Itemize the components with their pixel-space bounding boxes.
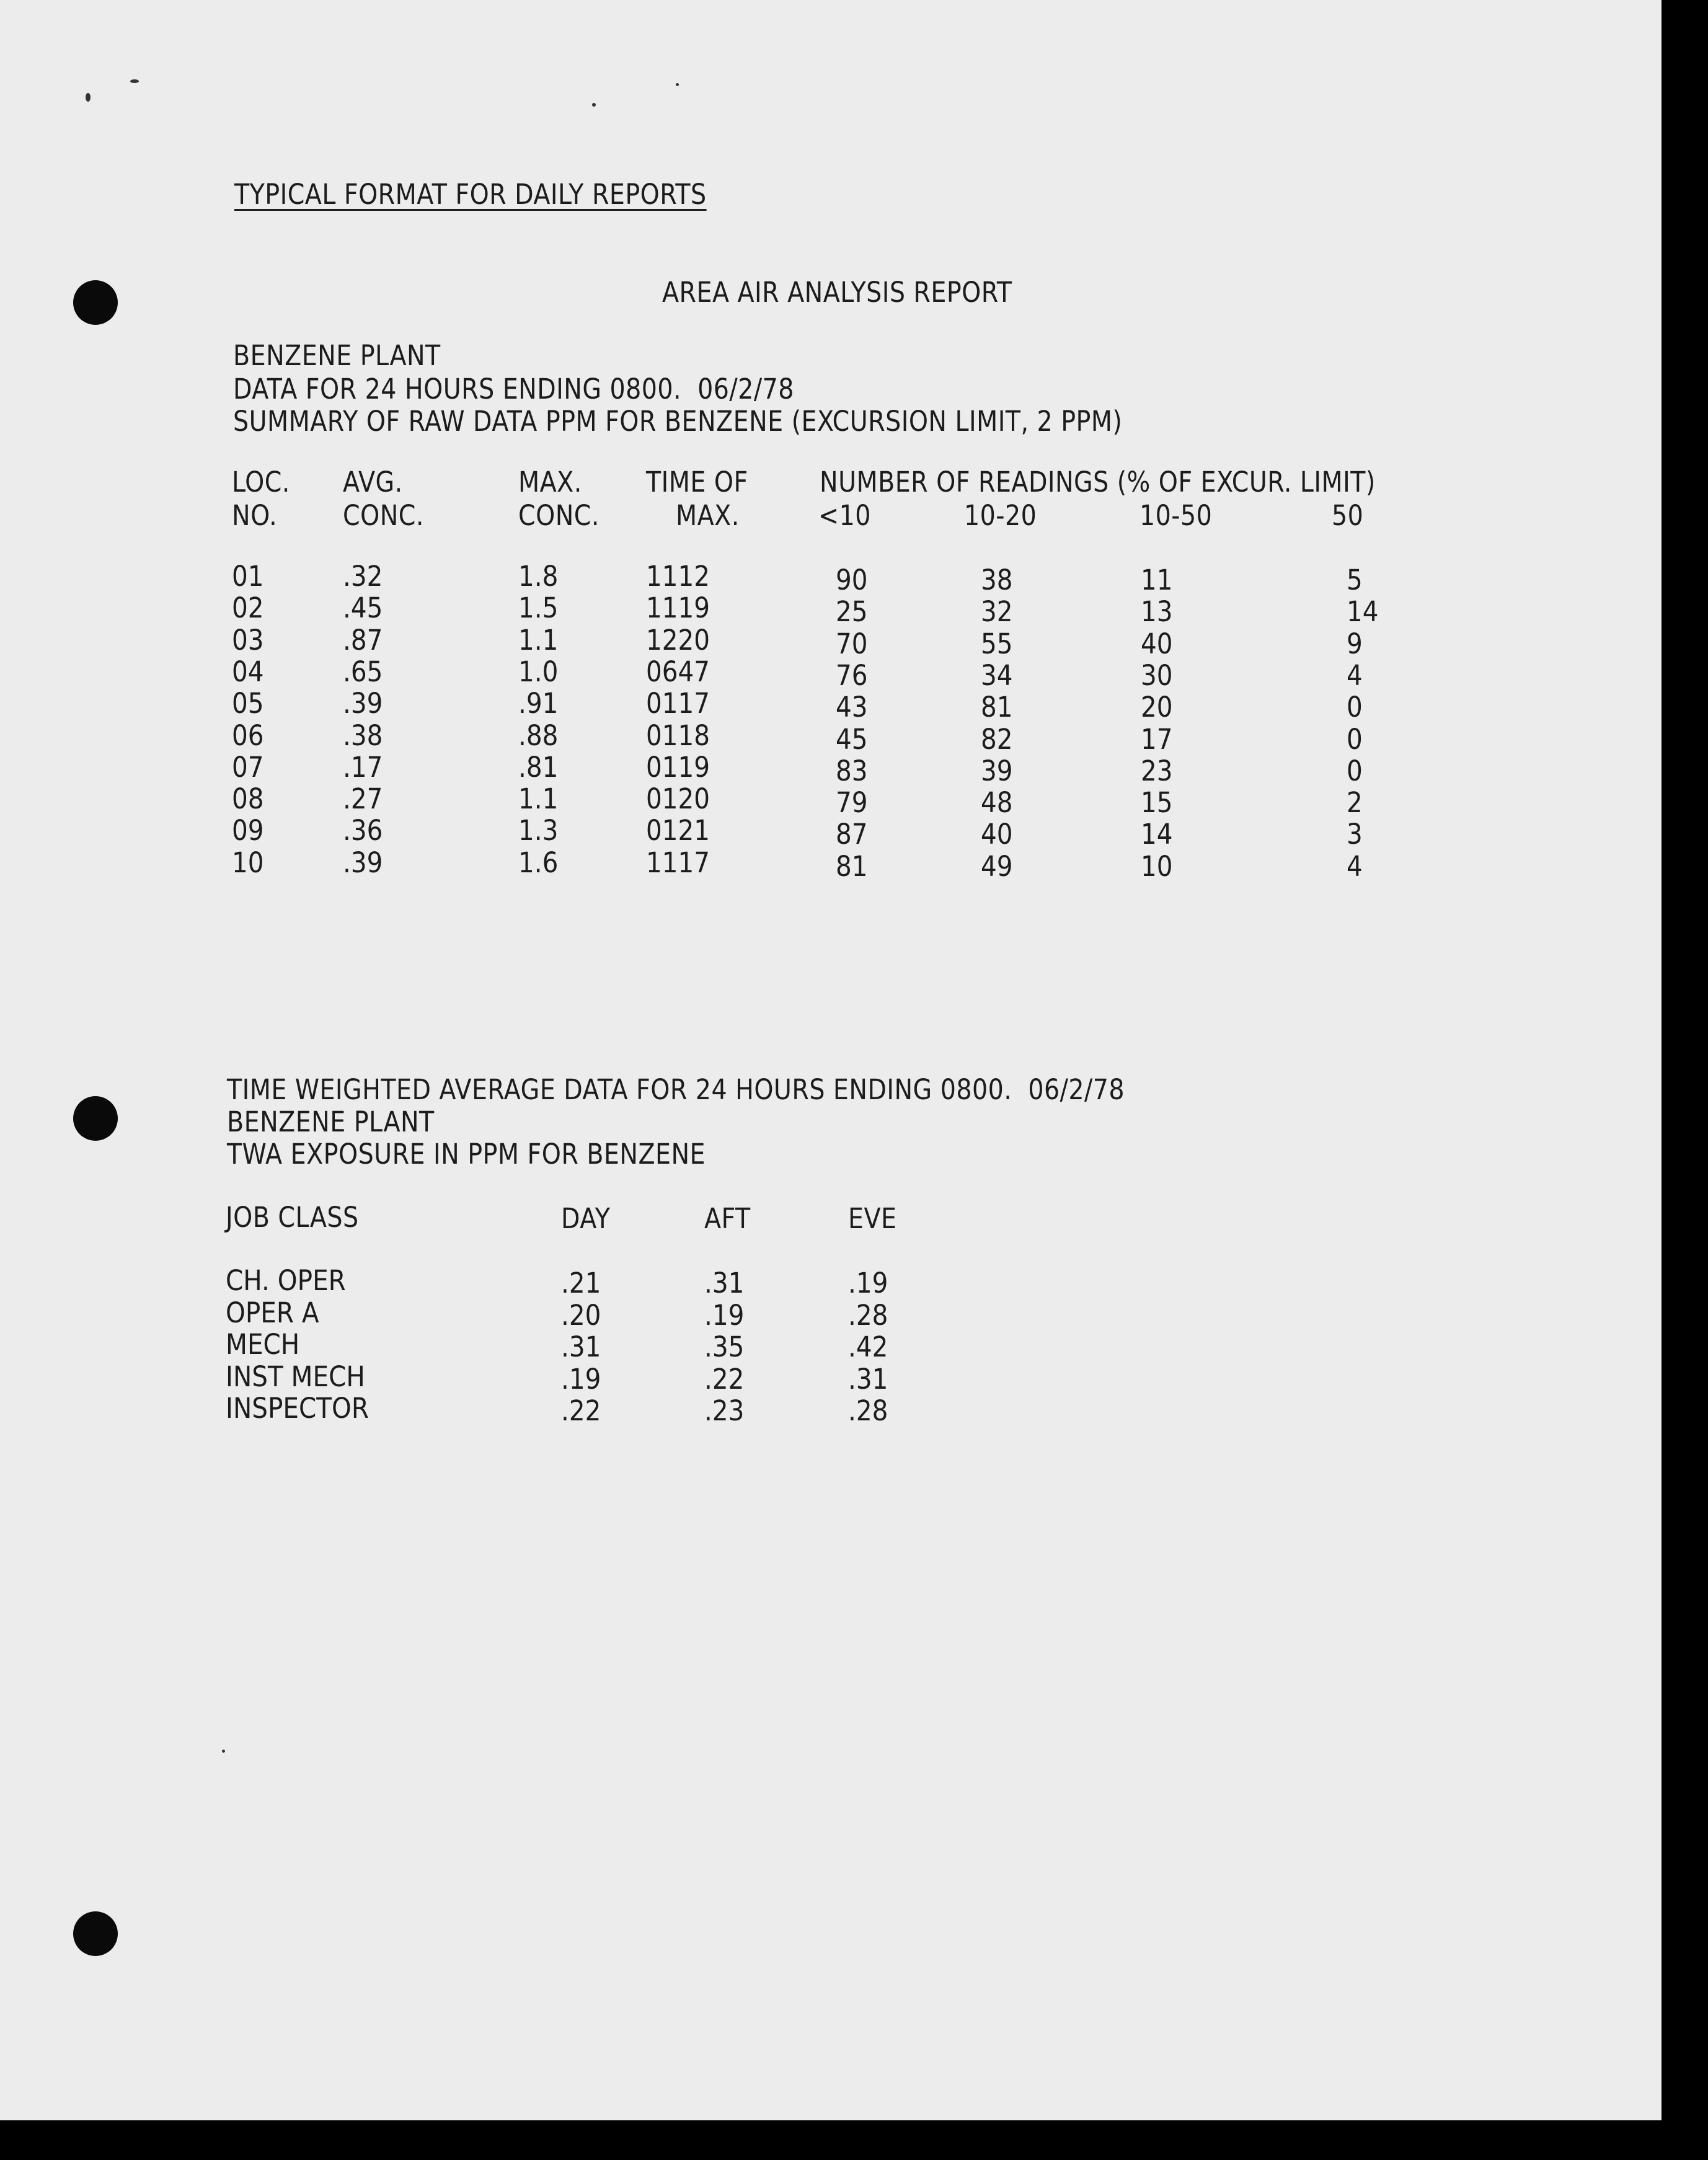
cell-readings-50: 0 — [1347, 755, 1363, 787]
cell-readings-50: 2 — [1347, 786, 1363, 819]
header-job-class: JOB CLASS — [226, 1201, 359, 1234]
cell-job-class: CH. OPER — [226, 1264, 346, 1297]
cell-max-conc: 1.6 — [518, 846, 559, 879]
plant-name: BENZENE PLANT — [233, 339, 441, 372]
cell-day: .21 — [561, 1267, 601, 1299]
header-max: MAX. — [518, 466, 582, 498]
cell-time-of-max: 1112 — [646, 560, 710, 593]
cell-day: .22 — [561, 1394, 601, 1427]
cell-eve: .31 — [848, 1363, 888, 1396]
cell-time-of-max: 0120 — [646, 782, 710, 815]
cell-avg-conc: .32 — [343, 560, 383, 593]
cell-avg-conc: .45 — [343, 591, 383, 624]
cell-avg-conc: .17 — [343, 751, 383, 784]
cell-avg-conc: .65 — [343, 655, 383, 688]
cell-aft: .22 — [704, 1363, 745, 1396]
cell-readings-lt10: 70 — [836, 627, 868, 660]
header-lt10: <10 — [818, 499, 871, 532]
cell-max-conc: 1.1 — [518, 624, 559, 657]
cell-readings-10-20: 40 — [981, 818, 1013, 851]
header-10-50: 10-50 — [1139, 499, 1213, 532]
scan-speck — [222, 1750, 225, 1753]
cell-readings-10-50: 30 — [1141, 659, 1173, 692]
report-title: AREA AIR ANALYSIS REPORT — [662, 276, 1012, 309]
cell-loc: 05 — [232, 687, 264, 720]
cell-max-conc: 1.3 — [518, 814, 559, 847]
cell-max-conc: 1.1 — [518, 782, 559, 815]
header-max-time: MAX. — [676, 499, 740, 532]
cell-eve: .42 — [848, 1330, 888, 1363]
cell-readings-10-50: 20 — [1141, 691, 1173, 724]
header-time-of: TIME OF — [646, 466, 748, 498]
header-loc: LOC. — [232, 466, 290, 498]
cell-readings-10-50: 23 — [1141, 755, 1173, 787]
twa-plant: BENZENE PLANT — [227, 1105, 435, 1138]
cell-readings-10-50: 13 — [1141, 595, 1173, 628]
cell-readings-50: 0 — [1347, 723, 1363, 756]
cell-avg-conc: .87 — [343, 624, 383, 657]
cell-readings-10-20: 49 — [981, 850, 1013, 883]
cell-loc: 10 — [232, 846, 264, 879]
cell-avg-conc: .39 — [343, 846, 383, 879]
cell-readings-50: 0 — [1347, 691, 1363, 724]
cell-readings-10-20: 48 — [981, 786, 1013, 819]
cell-loc: 02 — [232, 591, 264, 624]
report-summary: SUMMARY OF RAW DATA PPM FOR BENZENE (EXCURSION LIMIT, 2 PPM) — [233, 405, 1123, 438]
cell-readings-lt10: 90 — [836, 564, 868, 596]
header-max-conc: CONC. — [518, 499, 600, 532]
cell-day: .20 — [561, 1299, 601, 1332]
cell-max-conc: .81 — [518, 751, 559, 784]
header-number-of-readings: NUMBER OF READINGS (% OF EXCUR. LIMIT) — [820, 466, 1376, 498]
cell-readings-10-20: 38 — [981, 564, 1013, 596]
cell-max-conc: 1.8 — [518, 560, 559, 593]
cell-readings-10-50: 15 — [1141, 786, 1173, 819]
cell-time-of-max: 0119 — [646, 751, 710, 784]
cell-readings-lt10: 81 — [836, 850, 868, 883]
cell-aft: .35 — [704, 1330, 745, 1363]
cell-time-of-max: 0118 — [646, 719, 710, 752]
document-heading: TYPICAL FORMAT FOR DAILY REPORTS — [234, 178, 707, 211]
cell-readings-50: 9 — [1347, 627, 1363, 660]
cell-readings-50: 4 — [1347, 659, 1363, 692]
cell-loc: 08 — [232, 782, 264, 815]
cell-loc: 06 — [232, 719, 264, 752]
cell-max-conc: 1.0 — [518, 655, 559, 688]
cell-readings-lt10: 45 — [836, 723, 868, 756]
cell-readings-50: 4 — [1347, 850, 1363, 883]
punch-hole-middle — [73, 1096, 118, 1141]
cell-avg-conc: .38 — [343, 719, 383, 752]
cell-loc: 01 — [232, 560, 264, 593]
cell-readings-10-50: 14 — [1141, 818, 1173, 851]
cell-time-of-max: 1117 — [646, 846, 710, 879]
cell-readings-lt10: 83 — [836, 755, 868, 787]
cell-eve: .28 — [848, 1299, 888, 1332]
cell-readings-50: 5 — [1347, 564, 1363, 596]
header-avg: AVG. — [343, 466, 403, 498]
cell-aft: .31 — [704, 1267, 745, 1299]
cell-eve: .28 — [848, 1394, 888, 1427]
punch-hole-bottom — [73, 1911, 118, 1956]
cell-max-conc: .88 — [518, 719, 559, 752]
cell-readings-10-20: 81 — [981, 691, 1013, 724]
header-aft: AFT — [704, 1202, 751, 1235]
cell-time-of-max: 1220 — [646, 624, 710, 657]
cell-loc: 07 — [232, 751, 264, 784]
scan-speck — [676, 83, 679, 86]
cell-readings-10-50: 10 — [1141, 850, 1173, 883]
cell-day: .31 — [561, 1330, 601, 1363]
cell-readings-10-50: 17 — [1141, 723, 1173, 756]
cell-time-of-max: 0647 — [646, 655, 710, 688]
cell-max-conc: 1.5 — [518, 591, 559, 624]
header-50: 50 — [1332, 499, 1364, 532]
cell-readings-10-20: 39 — [981, 755, 1013, 787]
twa-subtitle: TWA EXPOSURE IN PPM FOR BENZENE — [227, 1138, 706, 1171]
cell-loc: 09 — [232, 814, 264, 847]
cell-max-conc: .91 — [518, 687, 559, 720]
cell-readings-lt10: 87 — [836, 818, 868, 851]
header-eve: EVE — [848, 1202, 897, 1235]
header-day: DAY — [561, 1202, 611, 1235]
scan-speck — [130, 79, 139, 83]
cell-avg-conc: .27 — [343, 782, 383, 815]
cell-avg-conc: .39 — [343, 687, 383, 720]
cell-job-class: INSPECTOR — [226, 1392, 369, 1425]
header-no: NO. — [232, 499, 278, 532]
scan-speck — [86, 93, 91, 102]
cell-readings-10-20: 82 — [981, 723, 1013, 756]
header-10-20: 10-20 — [964, 499, 1037, 532]
cell-avg-conc: .36 — [343, 814, 383, 847]
cell-loc: 03 — [232, 624, 264, 657]
cell-readings-50: 14 — [1347, 595, 1379, 628]
cell-readings-10-20: 34 — [981, 659, 1013, 692]
cell-readings-lt10: 76 — [836, 659, 868, 692]
cell-loc: 04 — [232, 655, 264, 688]
cell-time-of-max: 0117 — [646, 687, 710, 720]
cell-job-class: OPER A — [226, 1296, 319, 1329]
cell-eve: .19 — [848, 1267, 888, 1299]
report-period: DATA FOR 24 HOURS ENDING 0800. 06/2/78 — [233, 373, 794, 405]
header-conc: CONC. — [343, 499, 424, 532]
twa-period: TIME WEIGHTED AVERAGE DATA FOR 24 HOURS ENDING 0800. 06/2/78 — [227, 1073, 1125, 1106]
cell-readings-lt10: 25 — [836, 595, 868, 628]
cell-readings-lt10: 79 — [836, 786, 868, 819]
cell-job-class: INST MECH — [226, 1360, 365, 1393]
cell-aft: .19 — [704, 1299, 745, 1332]
cell-time-of-max: 1119 — [646, 591, 710, 624]
cell-readings-10-50: 40 — [1141, 627, 1173, 660]
cell-readings-10-20: 32 — [981, 595, 1013, 628]
cell-aft: .23 — [704, 1394, 745, 1427]
cell-day: .19 — [561, 1363, 601, 1396]
scan-speck — [592, 103, 596, 107]
punch-hole-top — [73, 280, 118, 325]
cell-job-class: MECH — [226, 1328, 300, 1361]
cell-time-of-max: 0121 — [646, 814, 710, 847]
cell-readings-10-50: 11 — [1141, 564, 1173, 596]
cell-readings-lt10: 43 — [836, 691, 868, 724]
cell-readings-50: 3 — [1347, 818, 1363, 851]
cell-readings-10-20: 55 — [981, 627, 1013, 660]
